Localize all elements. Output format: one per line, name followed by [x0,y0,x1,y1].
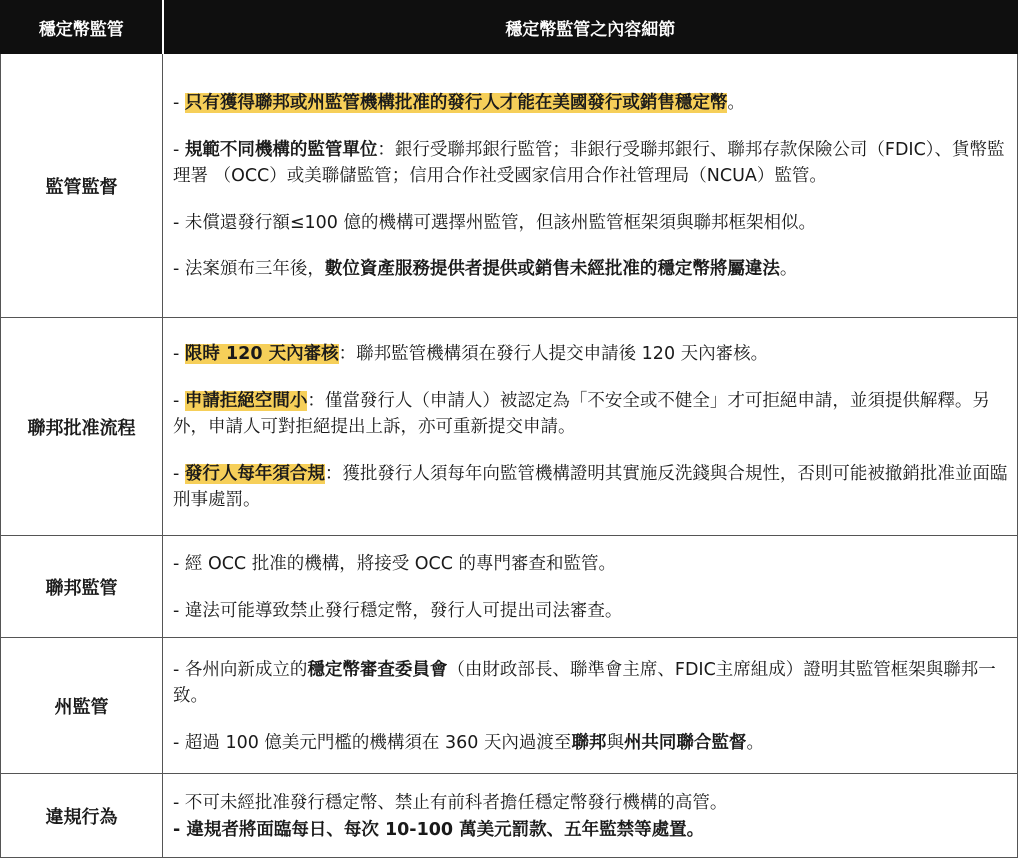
row-category: 聯邦監管 [1,536,163,638]
detail-text: - 超過 100 億美元門檻的機構須在 360 天內過渡至 [173,732,572,753]
row-details [163,318,1018,536]
table-row [1,774,1018,858]
detail-emphasis: 只有獲得聯邦或州監管機構批准的發行人才能在美國發行或銷售穩定幣 [184,93,728,114]
table-row [1,54,1018,318]
detail-emphasis: - 違規者將面臨每日、每次 10-100 萬美元罰款、五年監禁等處置。 [173,819,705,840]
detail-item [173,90,1009,117]
detail-emphasis: 規範不同機構的監管單位 [184,139,378,160]
detail-text: - 違法可能導致禁止發行穩定幣，發行人可提出司法審查。 [173,600,623,621]
row-category: 聯邦批准流程 [1,318,163,536]
detail-item [173,551,1009,578]
detail-text: ：聯邦監管機構須在發行人提交申請後 120 天內審核。 [338,344,769,365]
row-details [163,638,1018,774]
detail-item [173,137,1009,190]
detail-text: - [173,344,185,365]
row-category: 違規行為 [1,774,163,858]
table-row [1,638,1018,774]
detail-item [173,461,1009,514]
detail-emphasis: 州共同聯合監督 [623,732,747,753]
detail-text: - 未償還發行額≤100 億的機構可選擇州監管，但該州監管框架須與聯邦框架相似。 [173,212,817,233]
detail-item [173,657,1009,710]
detail-text: ：獲批發行人須每年向監管機構證明其實施反洗錢與合規性，否則可能被撤銷批准並面臨刑事處罰。 [173,463,1008,511]
detail-text: 。 [779,259,798,280]
detail-emphasis: 發行人每年須合規 [184,463,325,484]
detail-text: - [173,139,185,160]
detail-emphasis: 聯邦 [571,732,607,753]
detail-emphasis: 數位資產服務提供者提供或銷售未經批准的穩定幣將屬違法 [324,259,780,280]
header-category: 穩定幣監管 [1,1,163,54]
detail-emphasis: 限時 120 天內審核 [184,344,339,365]
header-details: 穩定幣監管之內容細節 [163,1,1018,54]
detail-text: - [173,93,185,114]
detail-text: - [173,390,185,411]
detail-text: - 經 OCC 批准的機構，將接受 OCC 的專門審查和監管。 [173,554,617,574]
row-category: 監管監督 [1,54,163,318]
detail-item [173,210,1009,237]
detail-text: - 不可未經批准發行穩定幣、禁止有前科者擔任穩定幣發行機構的高管。 [173,793,728,813]
detail-item [173,388,1009,441]
detail-item [173,790,1009,817]
table-header-row [1,1,1018,54]
table-row [1,536,1018,638]
detail-item [173,256,1009,283]
detail-item [173,598,1009,625]
detail-item [173,341,1009,368]
row-details [163,54,1018,318]
detail-text: - 各州向新成立的 [173,659,308,680]
detail-text: - [173,463,185,484]
row-details [163,536,1018,638]
detail-text: （由財政部長、聯準會主席、FDIC主席組成）證明其監管框架與聯邦一致。 [173,659,996,707]
table-row [1,318,1018,536]
detail-text: 。 [746,732,764,753]
detail-text: 與 [606,732,624,753]
detail-text: ：僅當發行人（申請人）被認定為「不安全或不健全」才可拒絕申請，並須提供解釋。另外，申請人可對拒絕提出上訴，亦可重新提交申請。 [173,390,990,438]
detail-emphasis: 申請拒絕空間小 [184,390,308,411]
detail-emphasis: 穩定幣審查委員會 [307,659,448,680]
row-category: 州監管 [1,638,163,774]
detail-item [173,817,1009,844]
detail-text: - 法案頒布三年後， [173,259,325,280]
detail-item [173,730,1009,757]
row-details [163,774,1018,858]
detail-text: 。 [727,93,745,114]
detail-text: ：銀行受聯邦銀行監管；非銀行受聯邦銀行、聯邦存款保險公司（FDIC）、貨幣監理署 （OCC）或美聯儲監管；信用合作社受國家信用合作社管理局（NCUA）監管。 [173,139,1005,187]
